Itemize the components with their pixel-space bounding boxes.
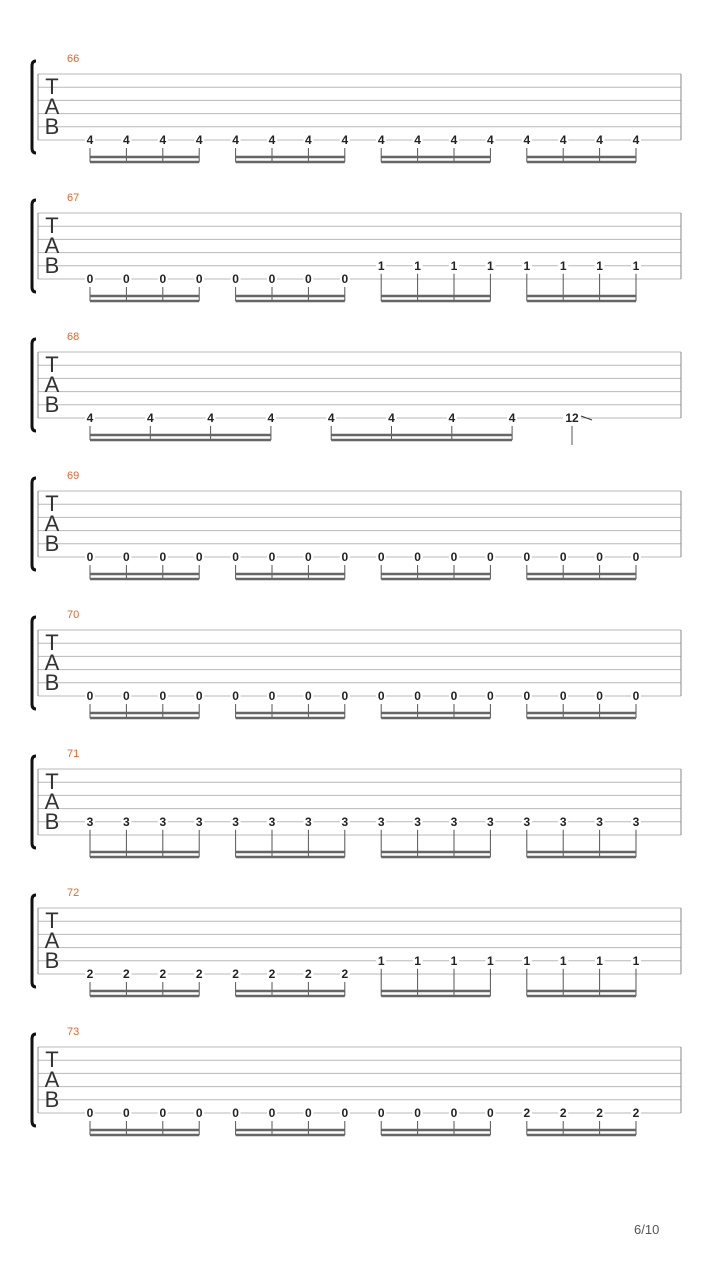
fret-number: 2: [523, 1106, 531, 1120]
fret-number: 0: [305, 689, 312, 703]
measure-number: 73: [67, 1026, 80, 1038]
fret-number: 4: [450, 133, 458, 147]
fret-number: 0: [159, 272, 167, 286]
tab-clef-letter: B: [44, 253, 60, 278]
fret-number: 4: [559, 133, 567, 147]
tab-clef-letter: B: [44, 114, 60, 139]
fret-number: 1: [523, 258, 531, 273]
fret-number: 2: [596, 1106, 603, 1120]
fret-number: 3: [232, 814, 239, 829]
tab-clef-letter: B: [44, 948, 60, 973]
fret-number: 0: [305, 550, 312, 564]
fret-number: 3: [523, 814, 531, 829]
fret-number: 0: [159, 689, 167, 703]
fret-number: 3: [341, 814, 349, 829]
fret-number: 1: [596, 258, 603, 273]
tab-clef-letter: A: [44, 233, 60, 258]
tab-clef-letter: T: [45, 630, 59, 655]
tab-clef-letter: A: [44, 928, 60, 953]
tab-clef-letter: B: [44, 392, 60, 417]
fret-number: 3: [195, 814, 203, 829]
tab-system: [32, 192, 681, 301]
fret-number: 0: [450, 550, 458, 564]
tab-system: [32, 887, 681, 996]
fret-number: 2: [159, 967, 167, 981]
fret-number: 4: [267, 411, 275, 425]
fret-number: 0: [123, 1106, 130, 1120]
tab-system: [32, 53, 681, 162]
fret-number: 4: [523, 133, 531, 147]
fret-number: 4: [487, 133, 494, 147]
measure-number: 71: [67, 748, 80, 760]
fret-number: 3: [414, 814, 421, 829]
tab-clef-letter: T: [45, 352, 59, 377]
fret-number: 0: [268, 689, 276, 703]
tab-system: [32, 331, 681, 445]
fret-number: 0: [632, 550, 640, 564]
fret-number: 4: [123, 133, 130, 147]
fret-number: 0: [232, 689, 239, 703]
system-bracket: [32, 895, 36, 987]
tab-clef-letter: T: [45, 491, 59, 516]
fret-number: 4: [341, 133, 349, 147]
fret-number: 0: [268, 272, 276, 286]
fret-number: 1: [450, 953, 458, 968]
fret-number: 1: [632, 953, 640, 968]
fret-number: 2: [123, 967, 130, 981]
fret-number: 2: [341, 967, 349, 981]
fret-number: 1: [559, 953, 567, 968]
system-bracket: [32, 1034, 36, 1126]
fret-number: 2: [268, 967, 276, 981]
system-bracket: [32, 200, 36, 292]
fret-number: 4: [377, 133, 385, 147]
fret-number: 0: [159, 550, 167, 564]
fret-number: 4: [207, 411, 214, 425]
fret-number: 0: [86, 272, 94, 286]
fret-number: 0: [414, 689, 421, 703]
fret-number: 4: [86, 411, 94, 425]
system-bracket: [32, 339, 36, 431]
fret-number: 0: [123, 689, 130, 703]
fret-number: 1: [559, 258, 567, 273]
fret-number: 3: [268, 814, 276, 829]
system-bracket: [32, 617, 36, 709]
tab-clef-letter: B: [44, 670, 60, 695]
system-bracket: [32, 756, 36, 848]
fret-number: 3: [632, 814, 640, 829]
fret-number: 0: [377, 689, 385, 703]
fret-number: 0: [487, 689, 494, 703]
fret-number: 1: [414, 258, 421, 273]
fret-number: 0: [523, 689, 531, 703]
tab-clef-letter: T: [45, 74, 59, 99]
fret-number: 0: [159, 1106, 167, 1120]
tab-system: [32, 748, 681, 857]
fret-number: 0: [123, 272, 130, 286]
measure-number: 69: [67, 470, 80, 482]
measure-number: 67: [67, 192, 80, 204]
fret-number: 2: [559, 1106, 567, 1120]
fret-number: 4: [268, 133, 276, 147]
fret-number: 4: [508, 411, 516, 425]
fret-number: 4: [632, 133, 640, 147]
fret-number: 0: [341, 272, 349, 286]
fret-number: 1: [523, 953, 531, 968]
fret-number: 0: [195, 550, 203, 564]
fret-number: 1: [450, 258, 458, 273]
fret-number: 0: [86, 1106, 94, 1120]
fret-number: 4: [195, 133, 203, 147]
fret-number: 0: [305, 1106, 312, 1120]
page-number: 6/10: [634, 1222, 660, 1237]
fret-number: 2: [632, 1106, 640, 1120]
tab-system: [32, 470, 681, 579]
fret-number: 3: [159, 814, 167, 829]
fret-number: 2: [232, 967, 239, 981]
fret-number: 1: [487, 953, 494, 968]
fret-number: 4: [414, 133, 421, 147]
fret-number: 1: [487, 258, 494, 273]
tab-clef-letter: A: [44, 372, 60, 397]
fret-number: 0: [232, 272, 239, 286]
fret-number: 2: [86, 967, 94, 981]
fret-number: 2: [305, 967, 312, 981]
fret-number: 4: [596, 133, 603, 147]
fret-number: 3: [305, 814, 312, 829]
fret-number: 0: [414, 550, 421, 564]
fret-number: 0: [268, 550, 276, 564]
fret-number: 3: [123, 814, 130, 829]
fret-number: 0: [195, 1106, 203, 1120]
tab-clef-letter: T: [45, 1047, 59, 1072]
fret-number: 1: [596, 953, 603, 968]
tab-system: [32, 609, 681, 718]
tab-clef-letter: B: [44, 531, 60, 556]
fret-number: 1: [414, 953, 421, 968]
tab-clef-letter: A: [44, 1067, 60, 1092]
measure-number: 68: [67, 331, 80, 343]
tab-system: [32, 1026, 681, 1135]
system-bracket: [32, 478, 36, 570]
fret-number: 4: [388, 411, 395, 425]
fret-number: 12: [565, 411, 579, 425]
fret-number: 0: [341, 550, 349, 564]
measure-number: 70: [67, 609, 80, 621]
fret-number: 3: [487, 814, 494, 829]
fret-number: 3: [559, 814, 567, 829]
fret-number: 4: [327, 411, 335, 425]
fret-number: 4: [159, 133, 167, 147]
fret-number: 4: [146, 411, 154, 425]
fret-number: 1: [377, 953, 385, 968]
fret-number: 0: [414, 1106, 421, 1120]
tab-clef-letter: A: [44, 511, 60, 536]
fret-number: 0: [450, 1106, 458, 1120]
fret-number: 4: [232, 133, 239, 147]
fret-number: 0: [305, 272, 312, 286]
fret-number: 0: [86, 689, 94, 703]
fret-number: 3: [377, 814, 385, 829]
fret-number: 3: [596, 814, 603, 829]
fret-number: 0: [559, 550, 567, 564]
fret-number: 0: [632, 689, 640, 703]
fret-number: 0: [596, 689, 603, 703]
fret-number: 0: [232, 1106, 239, 1120]
fret-number: 0: [232, 550, 239, 564]
tab-clef-letter: T: [45, 908, 59, 933]
fret-number: 0: [341, 689, 349, 703]
fret-number: 0: [596, 550, 603, 564]
fret-number: 0: [341, 1106, 349, 1120]
fret-number: 0: [523, 550, 531, 564]
fret-number: 3: [86, 814, 94, 829]
tab-clef-letter: B: [44, 1087, 60, 1112]
tab-clef-letter: T: [45, 769, 59, 794]
fret-number: 4: [305, 133, 312, 147]
fret-number: 0: [268, 1106, 276, 1120]
fret-number: 0: [86, 550, 94, 564]
fret-number: 0: [450, 689, 458, 703]
fret-number: 0: [123, 550, 130, 564]
fret-number: 0: [377, 1106, 385, 1120]
fret-number: 1: [377, 258, 385, 273]
tab-clef-letter: B: [44, 809, 60, 834]
fret-number: 0: [377, 550, 385, 564]
fret-number: 0: [487, 550, 494, 564]
fret-number: 0: [487, 1106, 494, 1120]
fret-number: 0: [559, 689, 567, 703]
tab-clef-letter: T: [45, 213, 59, 238]
tab-clef-letter: A: [44, 789, 60, 814]
fret-number: 4: [86, 133, 94, 147]
fret-number: 0: [195, 689, 203, 703]
fret-number: 3: [450, 814, 458, 829]
fret-number: 1: [632, 258, 640, 273]
fret-number: 4: [448, 411, 456, 425]
system-bracket: [32, 61, 36, 153]
tab-clef-letter: A: [44, 94, 60, 119]
tab-clef-letter: A: [44, 650, 60, 675]
measure-number: 66: [67, 53, 80, 65]
fret-number: 0: [195, 272, 203, 286]
measure-number: 72: [67, 887, 80, 899]
fret-number: 2: [195, 967, 203, 981]
